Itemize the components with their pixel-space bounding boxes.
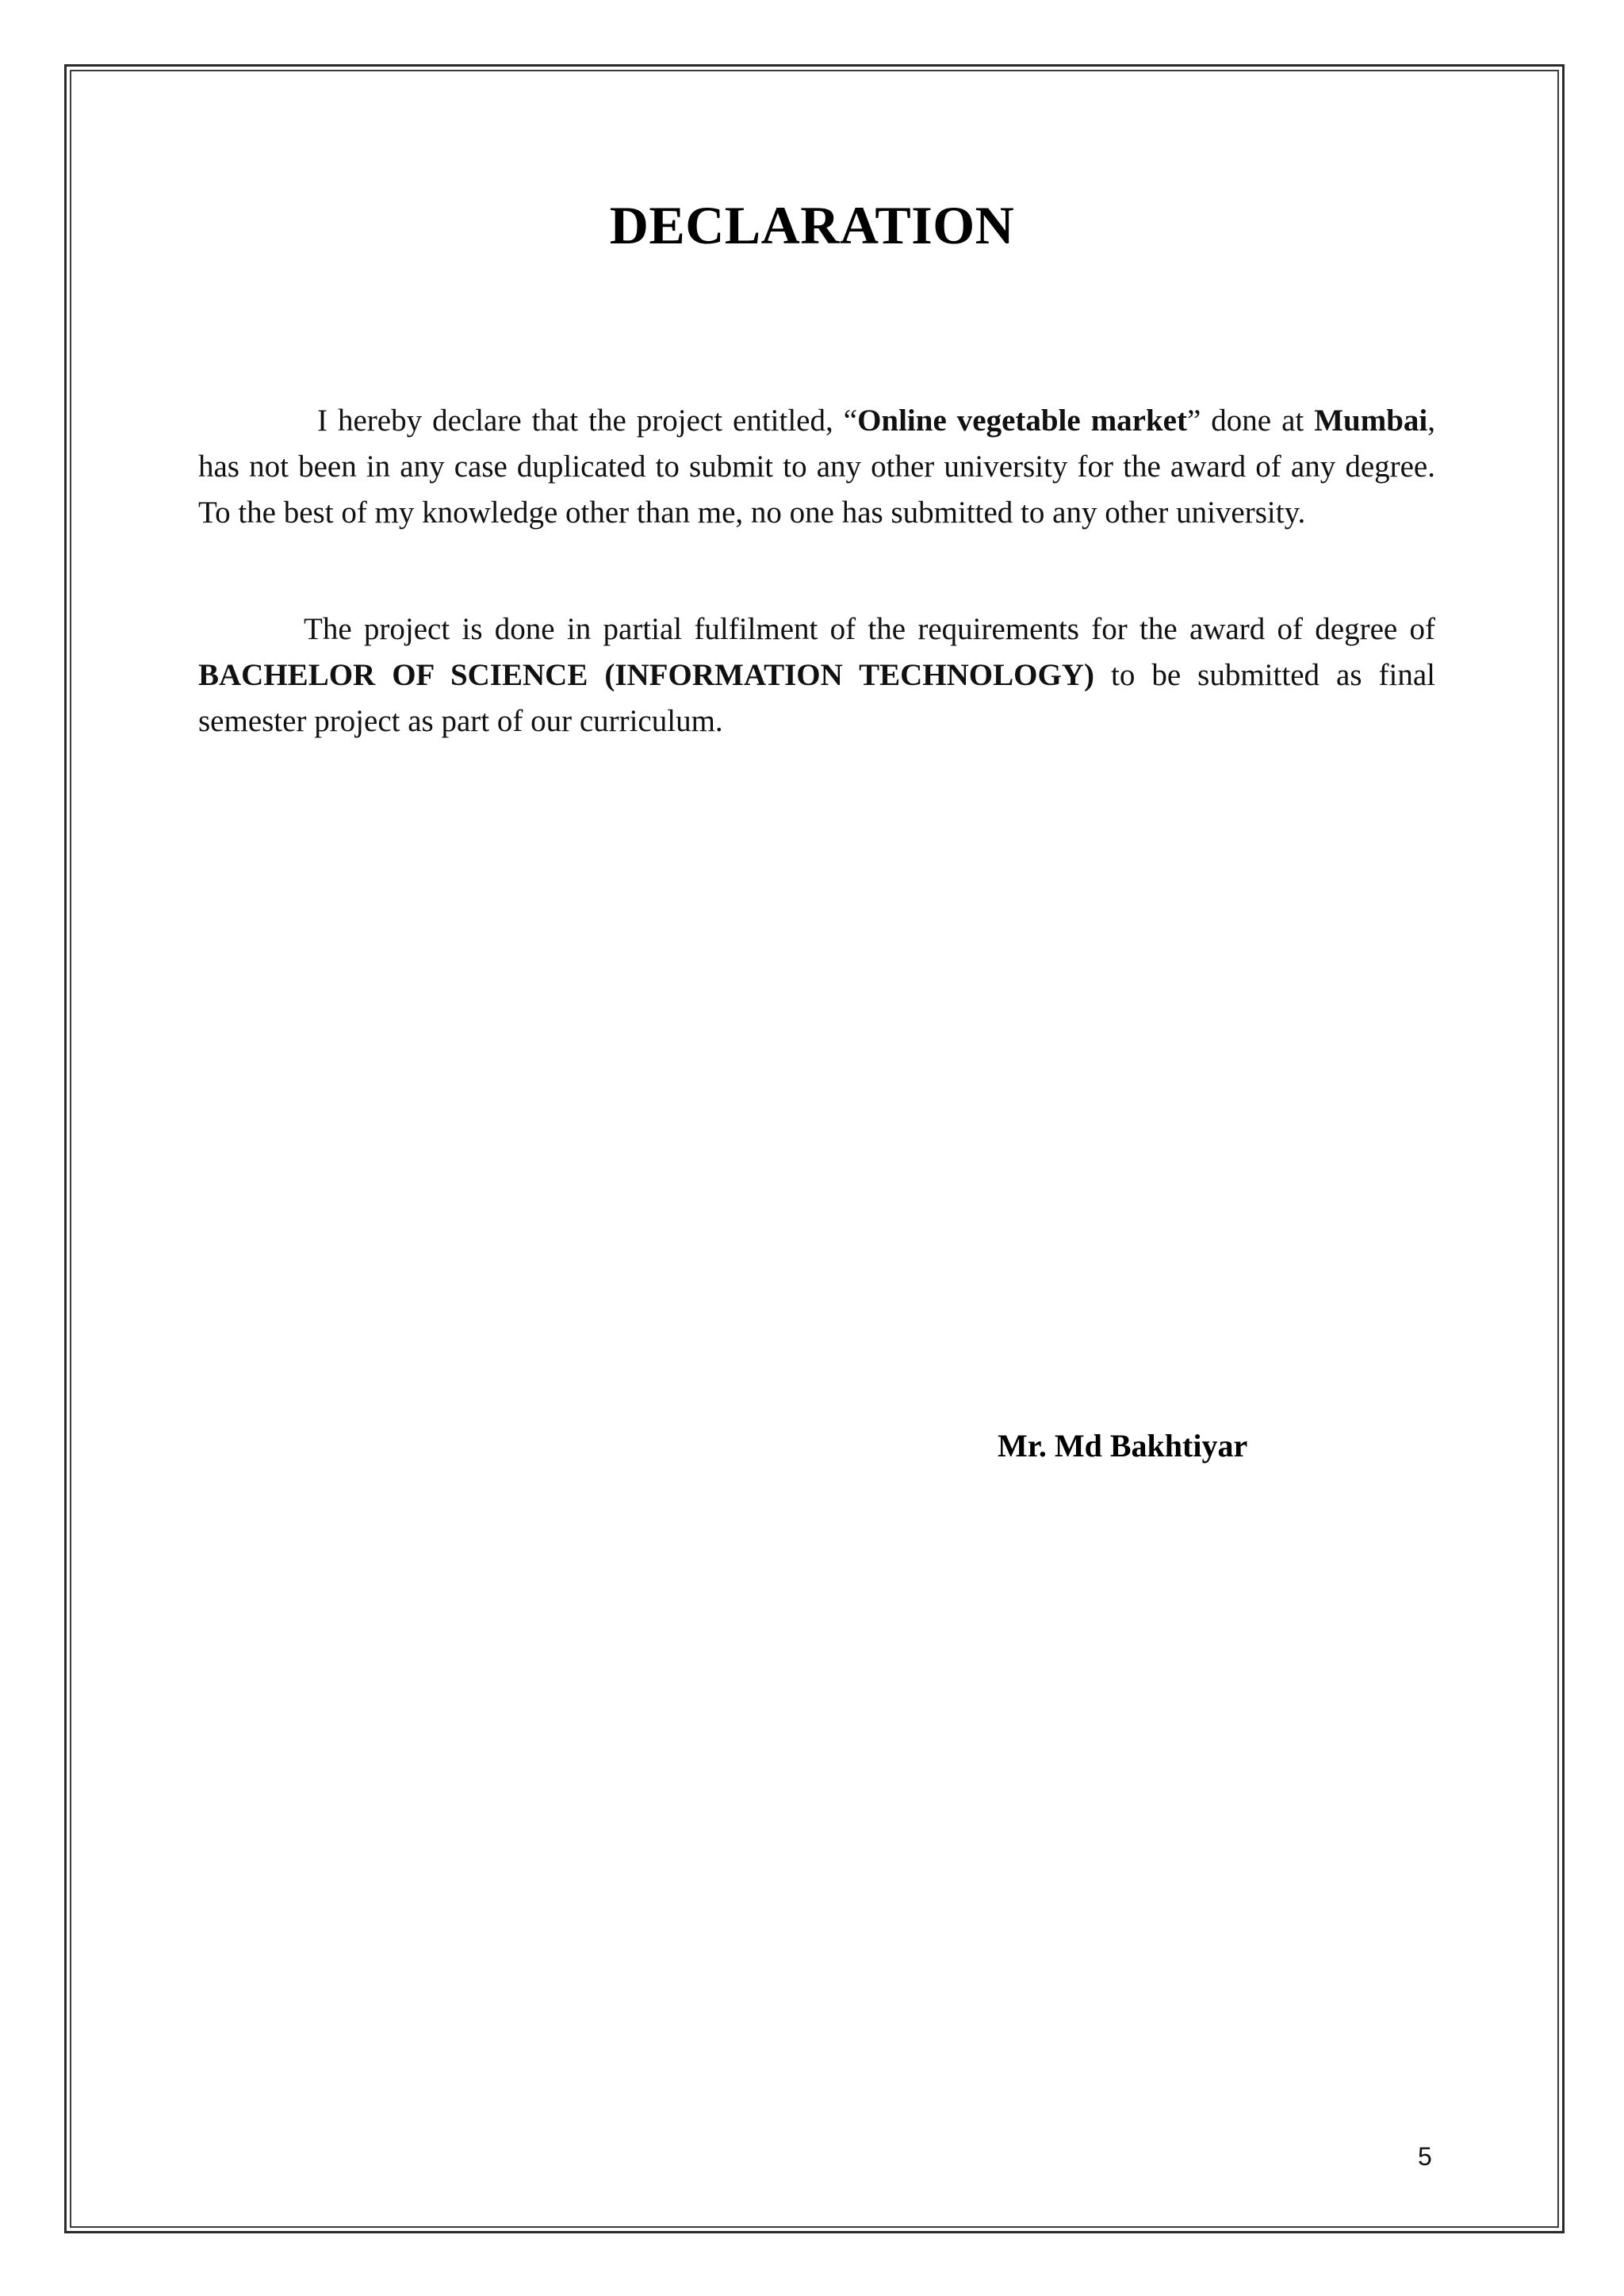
paragraph-1-text-c: , has not been in any case duplicated to submit to any other university for the award of any degree. To the best of my knowledge other than me, no one has submitted to any other university. (198, 404, 1436, 530)
project-location: Mumbai (1314, 404, 1428, 438)
declaration-paragraph-2 (198, 607, 1435, 744)
page-title: DECLARATION (609, 195, 1015, 255)
paragraph-2-text-a: The project is done in partial fulfilment of the requirements for the award of degree of (304, 612, 1435, 646)
page-border-inner (70, 70, 1559, 2228)
declaration-paragraph-1 (198, 398, 1435, 536)
paragraph-2-text-b: to be submitted as final semester project as part of our curriculum. (198, 658, 1435, 738)
signature-name: Mr. Md Bakhtiyar (998, 1428, 1248, 1464)
paragraph-1-text-a: I hereby declare that the project entitled, “ (317, 404, 858, 438)
project-name: Online vegetable market (857, 404, 1187, 438)
degree-name: BACHELOR OF SCIENCE (INFORMATION TECHNOLOGY) (198, 658, 1094, 692)
paragraph-1-text-b: ” done at (1186, 404, 1315, 438)
page-number: 5 (1418, 2142, 1432, 2171)
